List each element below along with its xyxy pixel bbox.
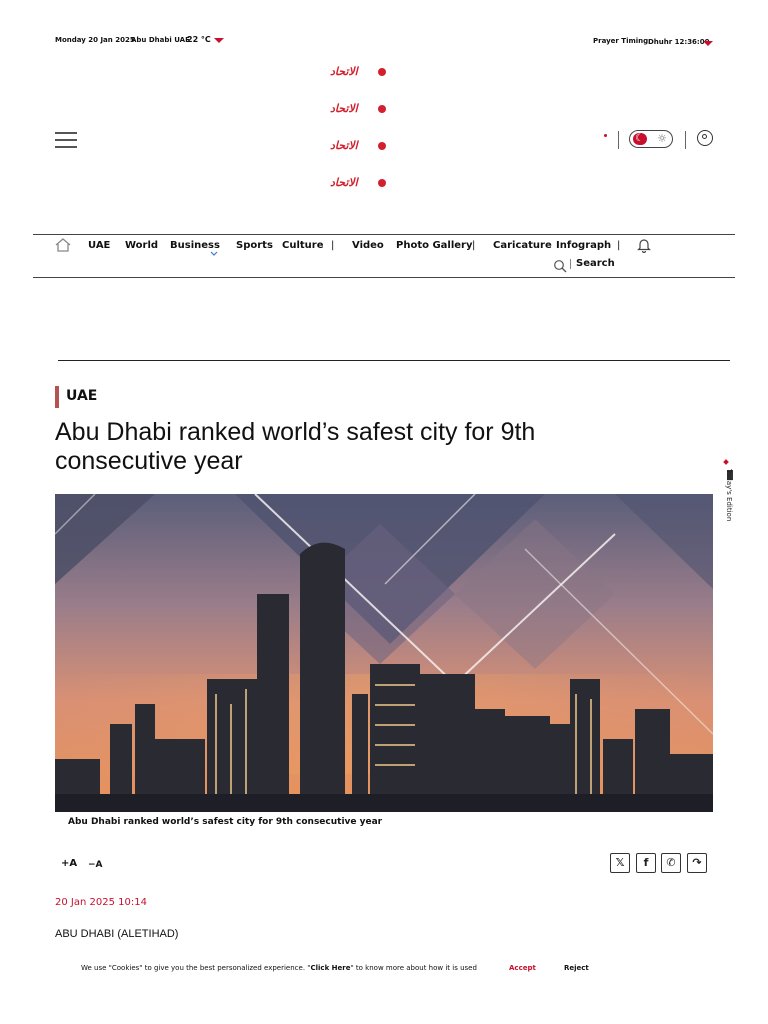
content-divider (58, 360, 730, 361)
search-button[interactable]: Search (576, 258, 615, 269)
menu-hamburger-icon[interactable] (55, 132, 77, 150)
nav-item-business[interactable]: Business (170, 240, 220, 251)
header-divider (618, 131, 619, 149)
nav-item-video[interactable]: Video (352, 240, 384, 251)
side-tab-marker (723, 459, 729, 465)
cookie-text: We use "Cookies" to give you the best personalized experience. " (81, 964, 311, 972)
cookie-reject-button[interactable]: Reject (564, 964, 589, 972)
whatsapp-share-button[interactable] (661, 853, 681, 873)
cookie-accept-button[interactable]: Accept (509, 964, 536, 972)
cookie-text-end: " to know more about how it is used (350, 964, 477, 972)
x-share-button[interactable] (610, 853, 630, 873)
header-divider (685, 131, 686, 149)
cookie-notice (81, 964, 477, 972)
font-increase-button[interactable]: +A (61, 858, 78, 869)
logo-dot-icon (378, 142, 386, 150)
nav-item-sports[interactable]: Sports (236, 240, 273, 251)
nav-bottom-border (33, 277, 735, 278)
prayer-time-value: Dhuhr 12:36:00 (648, 38, 710, 46)
notification-dot (604, 134, 607, 137)
nav-separator: | (617, 240, 621, 251)
logo-dot-icon (378, 105, 386, 113)
search-icon[interactable] (553, 258, 567, 272)
whatsapp-icon: ✆ (666, 856, 676, 869)
site-logo[interactable] (330, 176, 390, 190)
nav-item-infograph[interactable]: Infograph (556, 240, 612, 251)
share-button[interactable] (687, 853, 707, 873)
site-logo[interactable] (330, 102, 390, 116)
nav-separator: | (331, 240, 335, 251)
logo-dot-icon (378, 179, 386, 187)
nav-item-world[interactable]: World (125, 240, 159, 251)
site-logo[interactable] (330, 139, 390, 153)
prayer-timing-label: Prayer Timing (593, 37, 649, 45)
font-decrease-button[interactable]: −A (88, 860, 103, 870)
logo-dot-icon (378, 68, 386, 76)
current-date: Monday 20 Jan 2025 (55, 36, 135, 44)
cookie-link[interactable]: Click Here (310, 964, 351, 972)
nav-item-photo-gallery[interactable]: Photo Gallery (396, 240, 473, 251)
dark-mode-toggle[interactable] (629, 130, 673, 148)
search-divider (570, 259, 571, 269)
x-icon: 𝕏 (615, 856, 625, 869)
nav-separator: | (472, 240, 476, 251)
article-dateline: ABU DHABI (ALETIHAD) (55, 928, 179, 940)
chevron-down-icon[interactable] (210, 242, 218, 248)
section-label[interactable]: UAE (66, 388, 98, 404)
nav-top-border (33, 234, 735, 235)
article-hero-image (55, 494, 713, 812)
article-date: 20 Jan 2025 10:14 (55, 897, 147, 908)
logo-wordmark: الاتحاد (330, 176, 358, 189)
section-accent-bar (55, 386, 59, 408)
site-logo[interactable] (330, 65, 390, 79)
facebook-icon: f (643, 856, 649, 869)
weather-dropdown-icon[interactable] (214, 38, 224, 43)
image-caption: Abu Dhabi ranked world’s safest city for 9th consecutive year (68, 817, 383, 827)
logo-wordmark: الاتحاد (330, 139, 358, 152)
moon-icon: ☾ (635, 133, 644, 144)
nav-item-uae[interactable]: UAE (88, 240, 111, 251)
logo-wordmark: الاتحاد (330, 102, 358, 115)
logo-wordmark: الاتحاد (330, 65, 358, 78)
nav-item-culture[interactable]: Culture (282, 240, 324, 251)
share-icon: ↷ (692, 856, 702, 869)
user-account-icon[interactable] (697, 130, 713, 146)
bell-icon[interactable] (637, 238, 651, 253)
temperature-value: 22 °C (187, 35, 211, 44)
facebook-share-button[interactable] (636, 853, 656, 873)
sun-icon: ☼ (657, 132, 667, 145)
article-headline: Abu Dhabi ranked world’s safest city for 9th consecutive year (55, 418, 536, 475)
todays-edition-tab[interactable]: Today's Edition (725, 469, 733, 522)
home-icon[interactable] (55, 237, 71, 251)
prayer-dropdown-icon[interactable] (703, 41, 713, 46)
nav-item-caricature[interactable]: Caricature (493, 240, 552, 251)
location-label: Abu Dhabi UAE (131, 36, 190, 44)
